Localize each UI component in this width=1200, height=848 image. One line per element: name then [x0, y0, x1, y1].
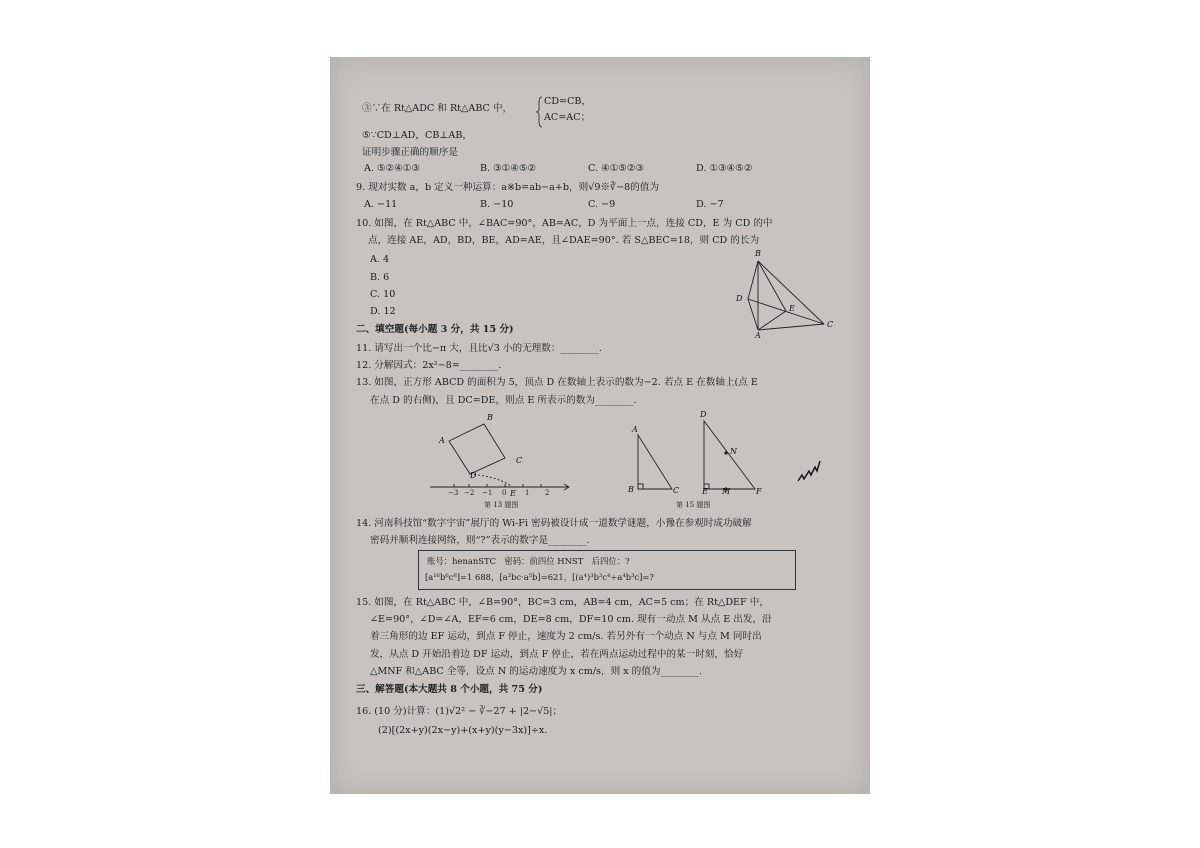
q12-text: 12. 分解因式：2x²−8=________. [356, 360, 502, 371]
q16-line1: 16. (10 分)计算：(1)√2² − ∛−27 + |2−√5|； [356, 706, 563, 717]
q13-label-b: B [487, 413, 493, 422]
wifi-account-line: 账号：henanSTC 密码：前四位 HNST 后四位：? [427, 556, 630, 566]
q15-label-e: E [702, 487, 708, 496]
q8-step3-eq2: AC=AC； [544, 112, 591, 123]
wifi-formula-line: [a¹⁶b⁶c⁸]=1 688，[a³bc·a⁵b]=621，[(a⁴)³b³c⁴÷a⁴b³c]=? [425, 572, 654, 582]
q10-label-d: D [736, 294, 743, 303]
q16-line2: (2)[(2x+y)(2x−y)+(x+y)(y−3x)]÷x. [378, 725, 548, 736]
q15-caption: 第 15 题图 [676, 501, 711, 509]
q10-line2: 点，连接 AE，AD，BD，BE，AD=AE，且∠DAE=90°. 若 S△BEC=18，则 CD 的长为 [368, 235, 760, 246]
q13-tick-0: 0 [502, 489, 507, 497]
q8-step5: ⑤∵CD⊥AD，CB⊥AB， [362, 130, 472, 141]
q8-ask: 证明步骤正确的顺序是 [362, 147, 458, 158]
q13-tick-m2: −2 [464, 489, 475, 497]
q15-label-a: A [632, 425, 638, 434]
q8-option-a: A. ⑤②④①③ [364, 163, 421, 174]
q15-label-m: M [722, 487, 731, 496]
q10-option-c: C. 10 [370, 289, 396, 300]
q10-label-e: E [789, 304, 795, 313]
q15-line2: ∠E=90°，∠D=∠A，EF=6 cm，DE=8 cm，DF=10 cm. 现有一动点 M 从点 E 出发，沿 [370, 614, 772, 625]
q15-line3: 着三角形的边 EF 运动，到点 F 停止，速度为 2 cm/s. 若另外有一个动点 N 与点 M 同时出 [370, 631, 762, 642]
q10-label-a: A [755, 331, 761, 340]
q9-option-c: C. −9 [588, 199, 616, 210]
q11-text: 11. 请写出一个比−π 大，且比√3 小的无理数：________. [356, 343, 602, 354]
q8-step3-eq1: CD=CB， [544, 96, 592, 107]
q15-label-b: B [628, 485, 634, 494]
q15-label-d: D [700, 410, 707, 419]
q10-label-b: B [755, 249, 761, 258]
q13-label-d: D [470, 471, 477, 480]
q13-label-c: C [516, 456, 523, 465]
section2-heading: 二、填空题(每小题 3 分，共 15 分) [356, 324, 514, 335]
q15-line4: 发，从点 D 开始沿着边 DF 运动，到点 F 停止，若在两点运动过程中的某一时刻，恰好 [370, 649, 744, 660]
q14-line2: 密码并顺利连接网络，则“?”表示的数字是________. [370, 535, 590, 546]
q13-tick-m1: −1 [482, 489, 493, 497]
q10-option-a: A. 4 [370, 254, 390, 265]
q13-label-a: A [439, 436, 445, 445]
q13-tick-2: 2 [545, 489, 550, 497]
q9-text: 9. 现对实数 a，b 定义一种运算：a※b=ab−a+b，则√9※∛−8的值为 [356, 182, 660, 193]
q15-line1: 15. 如图，在 Rt△ABC 中，∠B=90°，BC=3 cm，AB=4 cm，AC=5 cm；在 Rt△DEF 中， [356, 597, 769, 608]
q9-option-d: D. −7 [696, 199, 724, 210]
q8-step3: ③∵在 Rt△ADC 和 Rt△ABC 中， [362, 103, 513, 114]
q14-line1: 14. 河南科技馆“数字宇宙”展厅的 Wi-Fi 密码被设计成一道数学谜题，小豫在参观时成功破解 [356, 518, 752, 529]
q9-option-a: A. −11 [364, 199, 398, 210]
q10-option-d: D. 12 [370, 306, 396, 317]
q13-line1: 13. 如图，正方形 ABCD 的面积为 5，顶点 D 在数轴上表示的数为−2. 若点 E 在数轴上(点 E [356, 377, 758, 388]
q8-option-b: B. ③①④⑤② [480, 163, 537, 174]
q13-caption: 第 13 题图 [484, 501, 519, 509]
q13-tick-1: 1 [525, 489, 530, 497]
q15-line5: △MNF 和△ABC 全等，设点 N 的运动速度为 x cm/s，则 x 的值为________. [370, 666, 702, 677]
q10-line1: 10. 如图，在 Rt△ABC 中，∠BAC=90°，AB=AC，D 为平面上一点，连接 CD，E 为 CD 的中 [356, 218, 773, 229]
q9-option-b: B. −10 [480, 199, 514, 210]
q13-line2: 在点 D 的右侧)，且 DC=DE，则点 E 所表示的数为________. [370, 395, 637, 406]
q8-option-d: D. ①③④⑤② [696, 163, 753, 174]
q10-option-b: B. 6 [370, 272, 390, 283]
q13-label-e: E [510, 489, 516, 498]
section3-heading: 三、解答题(本大题共 8 个小题，共 75 分) [356, 684, 543, 695]
q15-label-f: F [756, 487, 762, 496]
q15-label-c: C [673, 486, 680, 495]
q15-label-n: N [730, 447, 737, 456]
q10-label-c: C [827, 320, 834, 329]
wifi-password-box [418, 550, 796, 590]
exam-paper [330, 57, 870, 794]
q13-tick-m3: −3 [448, 489, 459, 497]
q8-option-c: C. ④①⑤②③ [588, 163, 645, 174]
